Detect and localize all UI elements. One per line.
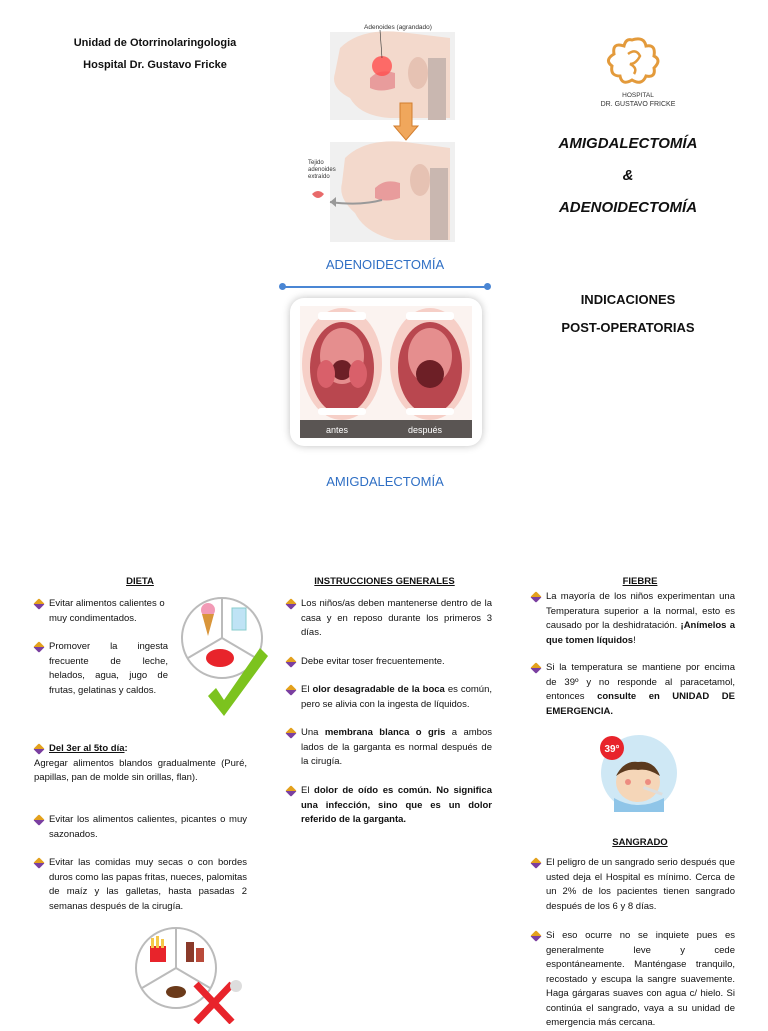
instrucciones-bullet-2: Debe evitar toser frecuentemente. xyxy=(284,655,492,670)
fiebre-heading: FIEBRE xyxy=(622,576,658,587)
title-ampersand: & xyxy=(622,167,634,184)
adenoid-label-removed-2: adenoides xyxy=(308,167,336,173)
adenoid-label-removed-3: extraído xyxy=(308,174,330,180)
tonsil-illustration xyxy=(290,298,482,446)
fiebre-bullet-1: La mayoría de los niños experimentan una Temperatura superior a la normal, esto es causado por la deshidratación. ¡Anímelos a que tomen líquidos! xyxy=(529,590,735,648)
fiebre-bullet-2: Si la temperatura se mantiene por encima de 39º y no responde al paracetamol, entonces consulte en UNIDAD DE EMERGENCIA. xyxy=(529,661,735,719)
instrucciones-bullet-3: El olor desagradable de la boca es común, pero se alivia con la ingesta de líquidos. xyxy=(284,683,492,712)
divider-line xyxy=(282,286,487,288)
instrucciones-heading: INSTRUCCIONES GENERALES xyxy=(314,576,455,587)
adenoid-label-top: Adenoides (agrandado) xyxy=(364,24,432,31)
unit-line-1: Unidad de Otorrinolaringologia xyxy=(73,37,237,49)
unit-header xyxy=(40,32,270,76)
tonsil-label-before: antes xyxy=(326,425,349,435)
logo-line-2: DR. GUSTAVO FRICKE xyxy=(600,101,676,108)
sangrado-heading: SANGRADO xyxy=(612,837,668,848)
fever-thermometer-icon xyxy=(598,732,680,814)
unit-line-2: Hospital Dr. Gustavo Fricke xyxy=(83,59,227,71)
dieta-bullet-1: Evitar alimentos calientes o muy condimentados. xyxy=(32,597,174,626)
sangrado-bullet-1: El peligro de un sangrado serio después que usted deja el Hospital es mínimo. Cerca de un 2% de los pacientes tienen sangrado después de los 6 y 8 días. xyxy=(529,856,735,914)
subtitle-postoperatorias: POST-OPERATORIAS xyxy=(561,320,695,335)
hospital-logo-icon xyxy=(592,34,684,114)
dieta-bullet-5: Evitar las comidas muy secas o con bordes duros como las papas fritas, nueces, palomitas de maíz y las galletas, hasta pasadas 2 semanas después de la cirugía. xyxy=(32,856,247,914)
dieta-bullet-3: Del 3er al 5to día: Agregar alimentos blandos gradualmente (Puré, papillas, pan de molde sin orillas, flan). xyxy=(34,743,247,783)
sangrado-bullet-2: Si eso ocurre no se inquiete pues es generalmente leve y cede espontáneamente. Manténgase tranquilo, recostado y escupa la sangre suavemente. Haga gárgaras suaves con agua c/ hielo. Si continúa el sangrado, vaya a su unidad de emergencia más cercana. xyxy=(529,929,735,1031)
instrucciones-bullet-4: Una membrana blanca o gris a ambos lados de la garganta es normal después de la cirugía. xyxy=(284,726,492,770)
caption-amigdalectomia: AMIGDALECTOMÍA xyxy=(326,474,444,489)
food-allowed-illustration xyxy=(180,592,272,728)
subtitle-indicaciones: INDICACIONES xyxy=(580,292,676,307)
instrucciones-bullet-5: El dolor de oído es común. No significa una infección, sino que es un dolor referido de la garganta. xyxy=(284,784,492,828)
instrucciones-bullet-1: Los niños/as deben mantenerse dentro de la casa y en reposo durante los primeros 3 días. xyxy=(284,597,492,641)
title-amigdalectomia: AMIGDALECTOMÍA xyxy=(558,135,698,152)
tonsil-label-after: después xyxy=(408,425,443,435)
divider-dot-right xyxy=(484,283,491,290)
dieta-bullet-2: Promover la ingesta frecuente de leche, helados, agua, jugo de frutas, gelatinas y caldos. xyxy=(32,640,168,698)
fever-badge: 39° xyxy=(604,744,620,755)
divider-dot-left xyxy=(279,283,286,290)
dieta-heading: DIETA xyxy=(126,576,154,587)
food-forbidden-illustration xyxy=(132,924,254,1024)
cross-icon xyxy=(196,984,232,1022)
title-adenoidectomia: ADENOIDECTOMÍA xyxy=(558,199,698,216)
adenoid-label-removed-1: Tejido xyxy=(308,160,324,166)
adenoid-illustration xyxy=(300,18,465,246)
caption-adenoidectomia: ADENOIDECTOMÍA xyxy=(325,257,445,272)
logo-line-1: HOSPITAL xyxy=(622,92,654,99)
dieta-bullet-4: Evitar los alimentos calientes, picantes o muy sazonados. xyxy=(32,813,247,842)
